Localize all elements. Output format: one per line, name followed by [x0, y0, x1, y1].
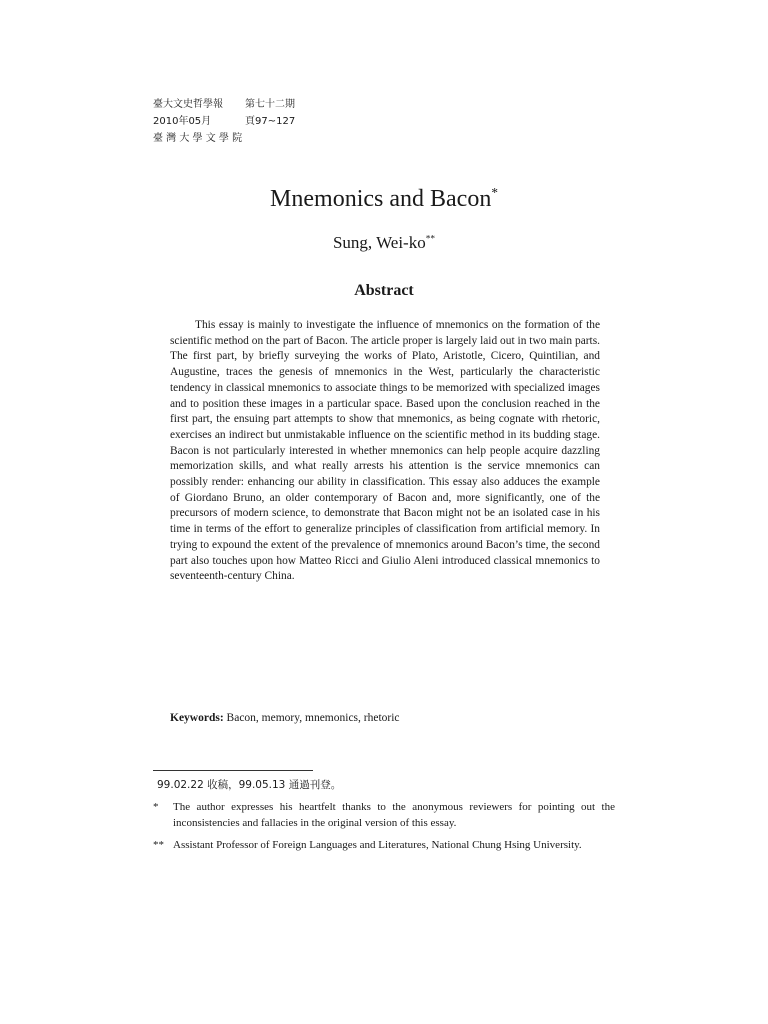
abstract-body: This essay is mainly to investigate the influence of mnemonics on the formation of the scientific method on the part of Bacon. The article proper is largely laid out in two main parts. The first part, by briefly surveying the works of Plato, Aristotle, Cicero, Quintilian, and Augustine, traces the genesis of mnemonics in the West, particularly the characteristic tendency in classical mnemonics to associate things to be memorized with specialized images and to position these images in a particular space. Based upon the conclusion reached in the first part, the ensuing part attempts to show that mnemonics, as being cognate with rhetoric, exercises an indirect but unmistakable influence on the scientific method in its budding stage. Bacon is not particularly interested in whether mnemonics can help people acquire dazzling memorization skills, and what really arrests his attention is the service mnemonics can possibly render: enhancing our ability in classification. This essay also adduces the example of Giordano Bruno, an older contemporary of Bacon and, more significantly, one of the precursors of modern science, to demonstrate that Bacon might not be an isolated case in his time in terms of the effort to generalize principles of classification from artificial memory. In trying to expound the extent of the prevalence of mnemonics around Bacon’s time, the second part also touches upon how Matteo Ricci and Giulio Aleni introduced classical mnemonics to seventeenth-century China. [170, 319, 600, 583]
paper-title-text: Mnemonics and Bacon [270, 186, 492, 212]
page-range: 頁97~127 [245, 116, 296, 127]
publisher: 臺 灣 大 學 文 學 院 [153, 133, 243, 144]
author-footnote-mark: ** [425, 234, 436, 245]
footnote-mark: ** [153, 838, 164, 851]
keywords-line [170, 710, 400, 726]
paper-title [0, 183, 768, 215]
author-name: Sung, Wei-ko [332, 233, 426, 252]
abstract-heading: Abstract [354, 282, 414, 299]
journal-header [153, 96, 295, 147]
journal-name: 臺大文史哲學報 [153, 99, 223, 110]
footnote-text: The author expresses his heartfelt thanks to the anonymous reviewers for pointing out the inconsistencies and fallacies in the original version of this essay. [173, 800, 615, 829]
keywords-value: Bacon, memory, mnemonics, rhetoric [226, 712, 400, 724]
footnote-item [153, 799, 615, 832]
keywords-label: Keywords: [170, 712, 224, 724]
title-footnote-mark: * [491, 185, 498, 200]
author-line [0, 232, 768, 254]
footnote-text: Assistant Professor of Foreign Languages and Literatures, National Chung Hsing University. [173, 838, 582, 851]
received-date-note: 99.02.22 收稿，99.05.13 通過刊登。 [157, 779, 342, 791]
footnote-item [153, 837, 615, 854]
journal-issue: 第七十二期 [245, 99, 295, 110]
publication-date: 2010年05月 [153, 116, 212, 127]
footnote-divider [153, 770, 313, 771]
header-row-date [153, 113, 295, 130]
footnotes [153, 777, 615, 853]
footnote-mark: * [153, 800, 159, 813]
header-row-publisher [153, 130, 295, 147]
header-row-journal [153, 96, 295, 113]
